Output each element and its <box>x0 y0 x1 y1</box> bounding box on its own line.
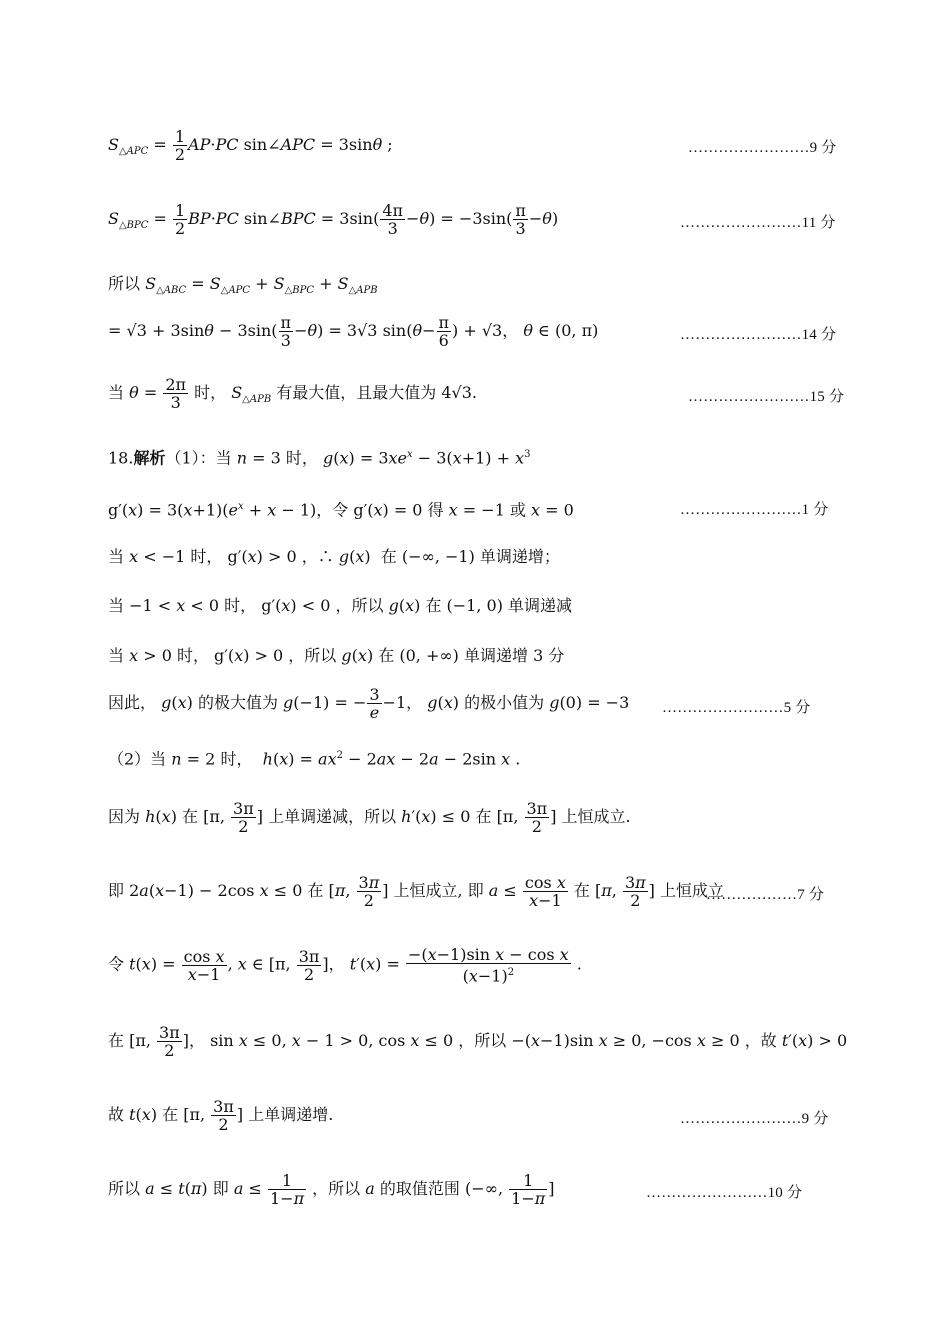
equation-line: 所以 a ≤ t(π) 即 a ≤ $\frac{1}{1-\pi}$ ，所以 a 的取值范围 (−∞, $\frac{1}{1-\pi}$ ] <box>108 1171 555 1208</box>
score-label: ………………7 分 <box>706 887 825 903</box>
equation-line: 因为 h(x) 在 [π, $\frac{3\pi}{2}$ ] 上单调递减，所以 h′(x) ≤ 0 在 [π, $\frac{3\pi}{2}$ ] 上恒成立. <box>108 799 631 836</box>
equation-line: 在 [π, $\frac{3\pi}{2}$ ]， sin x ≤ 0, x − 1 > 0, cos x ≤ 0 ，所以 −(x−1)sin x ≥ 0, −cos x ≥ 0 ，故 t′(x) > 0 <box>108 1023 848 1060</box>
equation-line: （2）当 n = 2 时， $h(x) = ax^2 - 2ax - 2a - 2\sin$ x . <box>108 749 521 769</box>
score-label: ……………………1 分 <box>680 502 829 518</box>
score-label: ……………………11 分 <box>680 215 836 231</box>
score-label: ……………………10 分 <box>646 1185 803 1201</box>
equation-line: 当 θ = $\frac{2\pi}{3}$ 时， $S_{\triangle APB}$ 有最大值，且最大值为 4√3. <box>108 375 478 412</box>
equation-line: 令 t(x) = $\frac{\text{cos x}}{x-1}$ , x ∈ [π, $\frac{3\pi}{2}$ ]， t′(x) = $\frac{\text{−(x−1)sin x − cos x}}{(x-1)^2}$ . <box>108 945 582 986</box>
equation-line: 即 2a(x−1) − 2cos x ≤ 0 在 [π, $\frac{3\pi}{2}$ ] 上恒成立, 即 a ≤ $\frac{\text{cos x}}{x-1}$ 在 [π, $\frac{3\pi}{2}$ ] 上恒成立 <box>108 873 724 910</box>
equation-line: $S_{\triangle BPC}$ = $\frac{1}{2}$ BP·PC sin∠BPC = 3sin( $\frac{4\pi}{3}$ −θ) = −3sin( $\frac{\pi}{3}$ −θ) <box>108 201 559 238</box>
score-label: ……………………9 分 <box>680 1111 829 1127</box>
equation-line: 18.解析（1）：当 n = 3 时， $g(x) = 3xe^x - 3(x+1) + x^3$ <box>108 448 531 468</box>
equation-line: $S_{\triangle APC}$ = $\frac{1}{2}$ AP·PC sin∠APC = 3sinθ ; <box>108 127 393 164</box>
score-label: ……………………15 分 <box>688 389 845 405</box>
equation-line: 当 x > 0 时， g′(x) > 0 ，所以 g(x) 在 (0, +∞) 单调递增 3 分 <box>108 646 565 665</box>
score-label: ……………………14 分 <box>680 327 837 343</box>
equation-line: $g'(x) = 3(x+1)(e^x + x - 1)$，令 g′(x) = 0 得 x = −1 或 x = 0 <box>108 500 574 520</box>
equation-line: 所以 $S_{\triangle ABC} = S_{\triangle APC} + S_{\triangle BPC} + S_{\triangle APB}$ <box>108 274 378 297</box>
equation-line: 因此， g(x) 的极大值为 g(−1) = − $\frac{3}{e}$ −1， g(x) 的极小值为 g(0) = −3 <box>108 685 630 722</box>
equation-line: 当 −1 < x < 0 时， g′(x) < 0 ，所以 g(x) 在 (−1, 0) 单调递减 <box>108 596 573 615</box>
equation-line: 故 t(x) 在 [π, $\frac{3\pi}{2}$ ] 上单调递增. <box>108 1097 334 1134</box>
equation-line: = √3 + 3sinθ − 3sin( $\frac{\pi}{3}$ −θ) = 3√3 sin(θ− $\frac{\pi}{6}$ ) + √3， θ ∈ (0, π) <box>108 313 599 350</box>
score-label: ……………………9 分 <box>688 140 837 156</box>
score-label: ……………………5 分 <box>662 700 811 716</box>
equation-line: 当 x < −1 时， g′(x) > 0 ，∴ g(x) 在 (−∞, −1) 单调递增； <box>108 547 560 566</box>
